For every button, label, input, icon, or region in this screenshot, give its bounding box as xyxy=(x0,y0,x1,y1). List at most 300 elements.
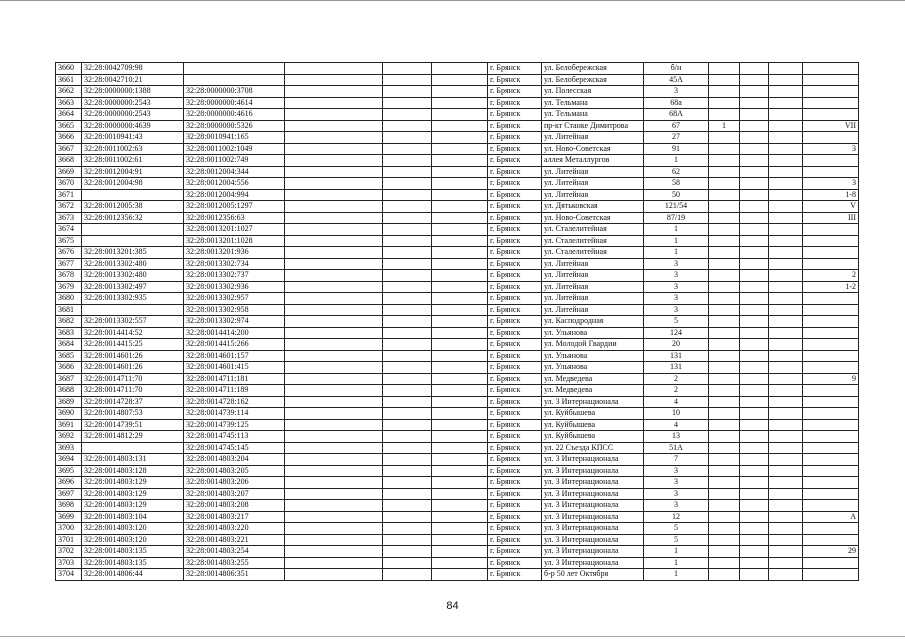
row-number-cell: 3700 xyxy=(56,523,82,535)
apartment-cell xyxy=(803,327,859,339)
apartment-cell xyxy=(803,350,859,362)
empty-cell xyxy=(740,109,769,121)
empty-cell xyxy=(769,465,803,477)
city-cell: г. Брянск xyxy=(488,132,542,144)
street-cell: ул. Ульянова xyxy=(542,350,644,362)
empty-cell xyxy=(383,442,432,454)
street-cell: ул. Куйбышева xyxy=(542,419,644,431)
apartment-cell xyxy=(803,293,859,305)
empty-cell xyxy=(769,477,803,489)
city-cell: г. Брянск xyxy=(488,373,542,385)
empty-cell xyxy=(769,63,803,75)
cadastral-number-cell: 32:28:0014601:26 xyxy=(82,350,184,362)
empty-cell xyxy=(285,339,383,351)
empty-cell xyxy=(383,178,432,190)
empty-cell xyxy=(285,258,383,270)
apartment-cell xyxy=(803,63,859,75)
empty-cell xyxy=(740,63,769,75)
table-row xyxy=(56,189,859,201)
city-cell: г. Брянск xyxy=(488,431,542,443)
building-cell xyxy=(709,293,740,305)
city-cell: г. Брянск xyxy=(488,500,542,512)
empty-cell xyxy=(432,201,488,213)
house-number-cell: 58 xyxy=(644,178,709,190)
city-cell: г. Брянск xyxy=(488,569,542,581)
row-number-cell: 3661 xyxy=(56,74,82,86)
empty-cell xyxy=(740,316,769,328)
empty-cell xyxy=(285,270,383,282)
city-cell: г. Брянск xyxy=(488,293,542,305)
page-number: 84 xyxy=(446,600,459,612)
empty-cell xyxy=(740,465,769,477)
empty-cell xyxy=(383,396,432,408)
empty-cell xyxy=(740,442,769,454)
empty-cell xyxy=(740,327,769,339)
empty-cell xyxy=(432,500,488,512)
street-cell: ул. Сталелитейная xyxy=(542,224,644,236)
building-cell xyxy=(709,212,740,224)
object-cadastral-number-cell: 32:28:0013302:958 xyxy=(184,304,285,316)
street-cell: ул. 3 Интернационала xyxy=(542,500,644,512)
empty-cell xyxy=(740,350,769,362)
cadastral-number-cell xyxy=(82,224,184,236)
row-number-cell: 3663 xyxy=(56,97,82,109)
house-number-cell: 10 xyxy=(644,408,709,420)
empty-cell xyxy=(432,569,488,581)
empty-cell xyxy=(285,166,383,178)
empty-cell xyxy=(383,557,432,569)
empty-cell xyxy=(769,201,803,213)
address-registry-table xyxy=(55,62,859,581)
empty-cell xyxy=(432,454,488,466)
object-cadastral-number-cell: 32:28:0013201:1028 xyxy=(184,235,285,247)
apartment-cell xyxy=(803,339,859,351)
empty-cell xyxy=(432,488,488,500)
city-cell: г. Брянск xyxy=(488,224,542,236)
empty-cell xyxy=(383,454,432,466)
house-number-cell: 1 xyxy=(644,155,709,167)
house-number-cell: 3 xyxy=(644,293,709,305)
object-cadastral-number-cell: 32:28:0012356:63 xyxy=(184,212,285,224)
apartment-cell xyxy=(803,247,859,259)
street-cell: ул. Дятьковская xyxy=(542,201,644,213)
empty-cell xyxy=(383,316,432,328)
object-cadastral-number-cell: 32:28:0013302:737 xyxy=(184,270,285,282)
empty-cell xyxy=(769,500,803,512)
empty-cell xyxy=(383,270,432,282)
cadastral-number-cell: 32:28:0013302:497 xyxy=(82,281,184,293)
empty-cell xyxy=(383,546,432,558)
empty-cell xyxy=(383,500,432,512)
apartment-cell xyxy=(803,155,859,167)
house-number-cell: 12 xyxy=(644,511,709,523)
city-cell: г. Брянск xyxy=(488,511,542,523)
empty-cell xyxy=(285,534,383,546)
street-cell: ул. 3 Интернационала xyxy=(542,396,644,408)
apartment-cell xyxy=(803,235,859,247)
house-number-cell: 50 xyxy=(644,189,709,201)
city-cell: г. Брянск xyxy=(488,189,542,201)
house-number-cell: 7 xyxy=(644,454,709,466)
empty-cell xyxy=(285,442,383,454)
city-cell: г. Брянск xyxy=(488,212,542,224)
building-cell xyxy=(709,258,740,270)
apartment-cell xyxy=(803,132,859,144)
empty-cell xyxy=(740,454,769,466)
row-number-cell: 3665 xyxy=(56,120,82,132)
city-cell: г. Брянск xyxy=(488,270,542,282)
row-number-cell: 3694 xyxy=(56,454,82,466)
building-cell xyxy=(709,63,740,75)
empty-cell xyxy=(383,120,432,132)
object-cadastral-number-cell: 32:28:0014739:114 xyxy=(184,408,285,420)
house-number-cell: 2 xyxy=(644,385,709,397)
house-number-cell: 5 xyxy=(644,534,709,546)
apartment-cell xyxy=(803,442,859,454)
empty-cell xyxy=(769,224,803,236)
table-row xyxy=(56,224,859,236)
empty-cell xyxy=(740,247,769,259)
empty-cell xyxy=(740,500,769,512)
empty-cell xyxy=(285,465,383,477)
city-cell: г. Брянск xyxy=(488,488,542,500)
object-cadastral-number-cell: 32:28:0014803:205 xyxy=(184,465,285,477)
apartment-cell xyxy=(803,86,859,98)
building-cell xyxy=(709,189,740,201)
empty-cell xyxy=(740,143,769,155)
city-cell: г. Брянск xyxy=(488,385,542,397)
empty-cell xyxy=(383,431,432,443)
city-cell: г. Брянск xyxy=(488,281,542,293)
empty-cell xyxy=(769,557,803,569)
city-cell: г. Брянск xyxy=(488,86,542,98)
street-cell: пр-кт Станке Димитрова xyxy=(542,120,644,132)
row-number-cell: 3692 xyxy=(56,431,82,443)
cadastral-number-cell: 32:28:0014414:52 xyxy=(82,327,184,339)
empty-cell xyxy=(740,166,769,178)
city-cell: г. Брянск xyxy=(488,258,542,270)
row-number-cell: 3664 xyxy=(56,109,82,121)
row-number-cell: 3675 xyxy=(56,235,82,247)
object-cadastral-number-cell: 32:28:0000000:4614 xyxy=(184,97,285,109)
table-row xyxy=(56,362,859,374)
cadastral-number-cell: 32:28:0014415:25 xyxy=(82,339,184,351)
street-cell: аллея Металлургов xyxy=(542,155,644,167)
house-number-cell: 124 xyxy=(644,327,709,339)
empty-cell xyxy=(432,166,488,178)
house-number-cell: 3 xyxy=(644,477,709,489)
building-cell xyxy=(709,454,740,466)
object-cadastral-number-cell: 32:28:0012004:994 xyxy=(184,189,285,201)
empty-cell xyxy=(285,557,383,569)
table-row xyxy=(56,488,859,500)
apartment-cell xyxy=(803,74,859,86)
row-number-cell: 3698 xyxy=(56,500,82,512)
house-number-cell: 3 xyxy=(644,488,709,500)
city-cell: г. Брянск xyxy=(488,74,542,86)
empty-cell xyxy=(432,304,488,316)
city-cell: г. Брянск xyxy=(488,201,542,213)
building-cell xyxy=(709,178,740,190)
building-cell xyxy=(709,316,740,328)
city-cell: г. Брянск xyxy=(488,316,542,328)
apartment-cell: 3 xyxy=(803,143,859,155)
table-row xyxy=(56,477,859,489)
cadastral-number-cell: 32:28:0014812:29 xyxy=(82,431,184,443)
object-cadastral-number-cell: 32:28:0013302:936 xyxy=(184,281,285,293)
row-number-cell: 3683 xyxy=(56,327,82,339)
cadastral-number-cell: 32:28:0000000:1388 xyxy=(82,86,184,98)
empty-cell xyxy=(740,270,769,282)
object-cadastral-number-cell: 32:28:0013201:1027 xyxy=(184,224,285,236)
cadastral-number-cell: 32:28:0014803:128 xyxy=(82,465,184,477)
empty-cell xyxy=(432,155,488,167)
street-cell: ул. Куйбышева xyxy=(542,431,644,443)
street-cell: ул. Литейная xyxy=(542,132,644,144)
city-cell: г. Брянск xyxy=(488,235,542,247)
house-number-cell: 1 xyxy=(644,557,709,569)
empty-cell xyxy=(769,281,803,293)
street-cell: ул. Ново-Советская xyxy=(542,143,644,155)
empty-cell xyxy=(285,327,383,339)
row-number-cell: 3704 xyxy=(56,569,82,581)
city-cell: г. Брянск xyxy=(488,304,542,316)
empty-cell xyxy=(432,270,488,282)
cadastral-number-cell: 32:28:0014803:129 xyxy=(82,477,184,489)
empty-cell xyxy=(383,362,432,374)
empty-cell xyxy=(383,258,432,270)
table-row xyxy=(56,454,859,466)
building-cell xyxy=(709,166,740,178)
cadastral-number-cell: 32:28:0012004:98 xyxy=(82,178,184,190)
empty-cell xyxy=(740,74,769,86)
empty-cell xyxy=(285,362,383,374)
empty-cell xyxy=(740,293,769,305)
empty-cell xyxy=(285,247,383,259)
empty-cell xyxy=(740,120,769,132)
empty-cell xyxy=(740,477,769,489)
empty-cell xyxy=(383,166,432,178)
table-row xyxy=(56,120,859,132)
empty-cell xyxy=(769,166,803,178)
empty-cell xyxy=(383,132,432,144)
city-cell: г. Брянск xyxy=(488,166,542,178)
empty-cell xyxy=(285,201,383,213)
empty-cell xyxy=(383,247,432,259)
empty-cell xyxy=(740,235,769,247)
empty-cell xyxy=(769,132,803,144)
row-number-cell: 3693 xyxy=(56,442,82,454)
cadastral-number-cell: 32:28:0014711:70 xyxy=(82,373,184,385)
empty-cell xyxy=(740,189,769,201)
empty-cell xyxy=(383,385,432,397)
street-cell: ул. 3 Интернационала xyxy=(542,523,644,535)
street-cell: ул. 22 Съезда КПСС xyxy=(542,442,644,454)
cadastral-number-cell: 32:28:0011002:63 xyxy=(82,143,184,155)
empty-cell xyxy=(769,304,803,316)
empty-cell xyxy=(383,419,432,431)
city-cell: г. Брянск xyxy=(488,350,542,362)
house-number-cell: 1 xyxy=(644,569,709,581)
object-cadastral-number-cell: 32:28:0014739:125 xyxy=(184,419,285,431)
empty-cell xyxy=(432,189,488,201)
street-cell: ул. 3 Интернационала xyxy=(542,546,644,558)
empty-cell xyxy=(285,74,383,86)
empty-cell xyxy=(285,500,383,512)
table-row xyxy=(56,97,859,109)
table-row xyxy=(56,258,859,270)
table-row xyxy=(56,350,859,362)
empty-cell xyxy=(383,350,432,362)
building-cell xyxy=(709,350,740,362)
empty-cell xyxy=(383,97,432,109)
table-row xyxy=(56,465,859,477)
cadastral-number-cell: 32:28:0000000:4639 xyxy=(82,120,184,132)
apartment-cell: 1-2 xyxy=(803,281,859,293)
empty-cell xyxy=(432,557,488,569)
street-cell: ул. Литейная xyxy=(542,189,644,201)
empty-cell xyxy=(432,534,488,546)
apartment-cell xyxy=(803,465,859,477)
empty-cell xyxy=(432,511,488,523)
street-cell: ул. Литейная xyxy=(542,178,644,190)
street-cell: ул. Литейная xyxy=(542,166,644,178)
apartment-cell xyxy=(803,569,859,581)
table-row xyxy=(56,500,859,512)
object-cadastral-number-cell: 32:28:0014745:113 xyxy=(184,431,285,443)
empty-cell xyxy=(285,293,383,305)
row-number-cell: 3687 xyxy=(56,373,82,385)
apartment-cell xyxy=(803,109,859,121)
empty-cell xyxy=(432,258,488,270)
house-number-cell: 27 xyxy=(644,132,709,144)
empty-cell xyxy=(383,109,432,121)
empty-cell xyxy=(383,477,432,489)
city-cell: г. Брянск xyxy=(488,477,542,489)
cadastral-number-cell: 32:28:0014806:44 xyxy=(82,569,184,581)
empty-cell xyxy=(769,385,803,397)
city-cell: г. Брянск xyxy=(488,523,542,535)
row-number-cell: 3685 xyxy=(56,350,82,362)
empty-cell xyxy=(285,431,383,443)
empty-cell xyxy=(740,385,769,397)
empty-cell xyxy=(432,546,488,558)
row-number-cell: 3674 xyxy=(56,224,82,236)
empty-cell xyxy=(432,373,488,385)
street-cell: ул. Сталелитейная xyxy=(542,235,644,247)
row-number-cell: 3688 xyxy=(56,385,82,397)
cadastral-number-cell: 32:28:0014728:37 xyxy=(82,396,184,408)
apartment-cell xyxy=(803,534,859,546)
row-number-cell: 3696 xyxy=(56,477,82,489)
empty-cell xyxy=(432,86,488,98)
table-row xyxy=(56,155,859,167)
house-number-cell: 4 xyxy=(644,396,709,408)
object-cadastral-number-cell: 32:28:0014728:162 xyxy=(184,396,285,408)
empty-cell xyxy=(432,408,488,420)
empty-cell xyxy=(285,408,383,420)
object-cadastral-number-cell: 32:28:0014601:157 xyxy=(184,350,285,362)
house-number-cell: 131 xyxy=(644,362,709,374)
apartment-cell: VII xyxy=(803,120,859,132)
empty-cell xyxy=(769,178,803,190)
row-number-cell: 3686 xyxy=(56,362,82,374)
house-number-cell: 3 xyxy=(644,258,709,270)
empty-cell xyxy=(432,224,488,236)
empty-cell xyxy=(769,74,803,86)
empty-cell xyxy=(285,488,383,500)
empty-cell xyxy=(769,396,803,408)
table-row xyxy=(56,569,859,581)
empty-cell xyxy=(769,431,803,443)
object-cadastral-number-cell: 32:28:0014803:220 xyxy=(184,523,285,535)
apartment-cell xyxy=(803,477,859,489)
empty-cell xyxy=(383,534,432,546)
house-number-cell: 1 xyxy=(644,546,709,558)
cadastral-number-cell: 32:28:0013302:480 xyxy=(82,270,184,282)
empty-cell xyxy=(285,304,383,316)
empty-cell xyxy=(740,523,769,535)
building-cell xyxy=(709,396,740,408)
empty-cell xyxy=(740,304,769,316)
object-cadastral-number-cell: 32:28:0014711:181 xyxy=(184,373,285,385)
apartment-cell xyxy=(803,431,859,443)
object-cadastral-number-cell: 32:28:0014803:217 xyxy=(184,511,285,523)
empty-cell xyxy=(432,143,488,155)
table-row xyxy=(56,293,859,305)
table-row xyxy=(56,132,859,144)
object-cadastral-number-cell: 32:28:0013201:936 xyxy=(184,247,285,259)
object-cadastral-number-cell: 32:28:0013302:957 xyxy=(184,293,285,305)
cadastral-number-cell: 32:28:0014803:120 xyxy=(82,534,184,546)
cadastral-number-cell: 32:28:0014807:53 xyxy=(82,408,184,420)
object-cadastral-number-cell: 32:28:0013302:974 xyxy=(184,316,285,328)
cadastral-number-cell: 32:28:0014803:131 xyxy=(82,454,184,466)
building-cell xyxy=(709,155,740,167)
street-cell: ул. Ульянова xyxy=(542,362,644,374)
empty-cell xyxy=(285,189,383,201)
street-cell: ул. 3 Интернационала xyxy=(542,488,644,500)
building-cell xyxy=(709,511,740,523)
empty-cell xyxy=(740,155,769,167)
empty-cell xyxy=(769,523,803,535)
empty-cell xyxy=(769,546,803,558)
table-row xyxy=(56,316,859,328)
table-row xyxy=(56,235,859,247)
empty-cell xyxy=(769,454,803,466)
empty-cell xyxy=(769,362,803,374)
row-number-cell: 3680 xyxy=(56,293,82,305)
cadastral-number-cell xyxy=(82,235,184,247)
cadastral-number-cell: 32:28:0013302:557 xyxy=(82,316,184,328)
house-number-cell: 91 xyxy=(644,143,709,155)
empty-cell xyxy=(769,511,803,523)
empty-cell xyxy=(383,511,432,523)
empty-cell xyxy=(432,419,488,431)
apartment-cell xyxy=(803,488,859,500)
cadastral-number-cell: 32:28:0014803:120 xyxy=(82,523,184,535)
building-cell xyxy=(709,339,740,351)
empty-cell xyxy=(769,212,803,224)
empty-cell xyxy=(769,189,803,201)
cadastral-number-cell: 32:28:0014803:135 xyxy=(82,557,184,569)
empty-cell xyxy=(285,155,383,167)
empty-cell xyxy=(740,132,769,144)
empty-cell xyxy=(740,488,769,500)
empty-cell xyxy=(740,419,769,431)
cadastral-number-cell: 32:28:0012004:91 xyxy=(82,166,184,178)
city-cell: г. Брянск xyxy=(488,546,542,558)
